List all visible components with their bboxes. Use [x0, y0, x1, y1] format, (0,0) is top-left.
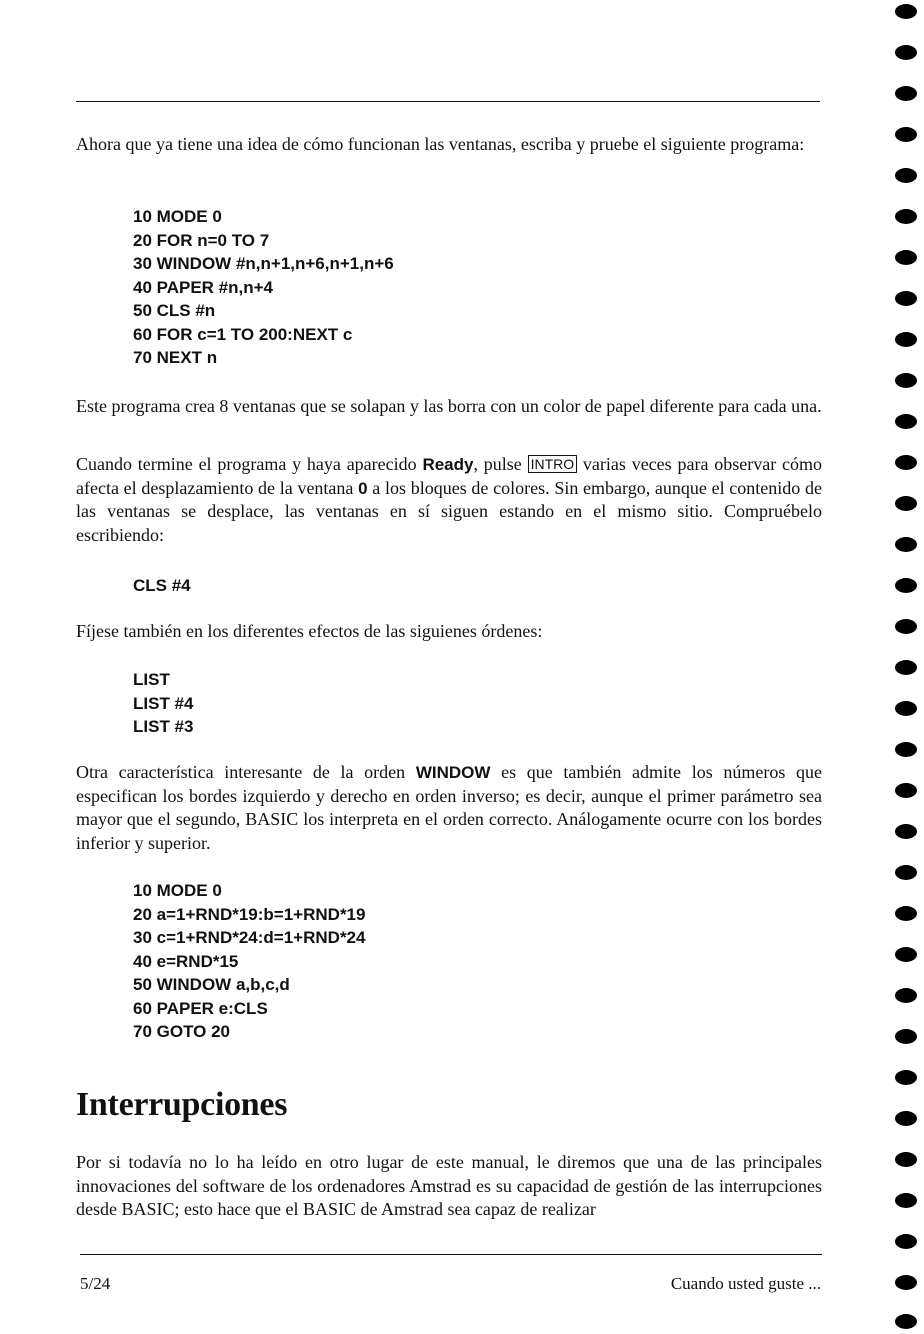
text-run: Otra característica interesante de la orden: [76, 762, 416, 782]
binder-hole: [895, 1193, 917, 1208]
binder-hole: [895, 127, 917, 142]
program-listing-1: [133, 205, 394, 370]
code-line: 20 FOR n=0 TO 7: [133, 230, 270, 250]
top-rule: [76, 101, 820, 102]
binder-hole: [895, 865, 917, 880]
code-line: 60 PAPER e:CLS: [133, 998, 268, 1018]
notice-paragraph: Fíjese también en los diferentes efectos de las siguienes órdenes:: [76, 621, 543, 641]
binder-hole: [895, 168, 917, 183]
window-order-paragraph: [76, 761, 822, 855]
ready-keyword: Ready: [422, 455, 474, 474]
code-line: 30 WINDOW #n,n+1,n+6,n+1,n+6: [133, 254, 394, 273]
ready-paragraph: [76, 453, 822, 547]
binder-hole: [895, 1234, 917, 1249]
bottom-rule: [80, 1254, 822, 1255]
binder-hole: [895, 578, 917, 593]
text-run: es que también admite los números que especifican los bordes izquierdo y derecho en orden inverso; es decir, aunque el primer parámetro sea mayor que el segundo, BASIC los interpreta en el orden correcto. Análogamente ocurre con los bordes inferior y superior.: [76, 762, 823, 853]
binder-hole: [895, 742, 917, 757]
text-run: Cuando termine el programa y haya aparecido: [76, 454, 423, 474]
binder-hole: [895, 1152, 917, 1167]
binder-hole: [895, 1111, 917, 1126]
code-line: 30 c=1+RND*24:d=1+RND*24: [133, 928, 366, 947]
binder-hole: [895, 1070, 917, 1085]
code-line: 40 e=RND*15: [133, 951, 239, 971]
code-line: 10 MODE 0: [133, 881, 222, 900]
code-line: 10 MODE 0: [133, 207, 222, 226]
section-heading: Interrupciones: [76, 1086, 288, 1123]
code-line: 40 PAPER #n,n+4: [133, 277, 273, 297]
binder-hole: [895, 209, 917, 224]
explain-paragraph: Este programa crea 8 ventanas que se solapan y las borra con un color de papel diferente para cada una.: [76, 396, 822, 416]
binder-hole: [895, 373, 917, 388]
binder-hole: [895, 86, 917, 101]
binder-hole: [895, 906, 917, 921]
text-run: , pulse: [473, 454, 528, 474]
page-number: 5/24: [80, 1274, 111, 1293]
code-line: 70 NEXT n: [133, 348, 218, 367]
intro-key-label: INTRO: [528, 455, 578, 473]
interrupts-paragraph: Por si todavía no lo ha leído en otro lugar de este manual, le diremos que una de las principales innovaciones del software de los ordenadores Amstrad es su capacidad de gestión de las interrupciones desde BASIC; esto hace que el BASIC de Amstrad sea capaz de realizar: [76, 1152, 822, 1219]
code-line: 70 GOTO 20: [133, 1022, 231, 1041]
binder-hole: [895, 947, 917, 962]
binder-hole: [895, 332, 917, 347]
cls-command: [133, 574, 191, 598]
window-zero-label: 0: [358, 478, 368, 498]
binder-hole: [895, 1275, 917, 1290]
code-line: LIST #4: [133, 693, 194, 713]
binder-hole: [895, 537, 917, 552]
code-line: 20 a=1+RND*19:b=1+RND*19: [133, 904, 366, 924]
list-commands: [133, 668, 193, 739]
binder-hole: [895, 455, 917, 470]
binder-hole: [895, 250, 917, 265]
binder-hole: [895, 783, 917, 798]
binder-holes-strip: [895, 0, 924, 1334]
binder-hole: [895, 660, 917, 675]
program-listing-2: [133, 879, 365, 1044]
binder-hole: [895, 824, 917, 839]
binder-hole: [895, 701, 917, 716]
binder-hole: [895, 45, 917, 60]
window-keyword: WINDOW: [415, 763, 491, 782]
code-line: LIST: [133, 670, 170, 689]
text-run: a los bloques de colores. Sin embargo, aunque el contenido de las ventanas se desplace, las ventanas en sí siguen estando en el mismo sitio. Compruébelo escribiendo:: [76, 477, 822, 545]
code-line: 50 CLS #n: [133, 301, 216, 320]
binder-hole: [895, 1029, 917, 1044]
binder-hole: [895, 988, 917, 1003]
binder-hole: [895, 291, 917, 306]
code-line: 60 FOR c=1 TO 200:NEXT c: [133, 324, 353, 344]
binder-hole: [895, 496, 917, 511]
code-line: LIST #3: [133, 717, 194, 736]
running-title: Cuando usted guste ...: [670, 1274, 821, 1293]
intro-paragraph: Ahora que ya tiene una idea de cómo funcionan las ventanas, escriba y pruebe el siguiente programa:: [76, 134, 805, 154]
binder-hole: [895, 414, 917, 429]
code-line: 50 WINDOW a,b,c,d: [133, 975, 290, 994]
text-run: varias veces para observar cómo afecta el desplazamiento de la ventana: [76, 454, 822, 498]
code-line: CLS #4: [133, 576, 191, 595]
binder-hole: [895, 619, 917, 634]
binder-hole: [895, 1314, 917, 1329]
binder-hole: [895, 4, 917, 19]
